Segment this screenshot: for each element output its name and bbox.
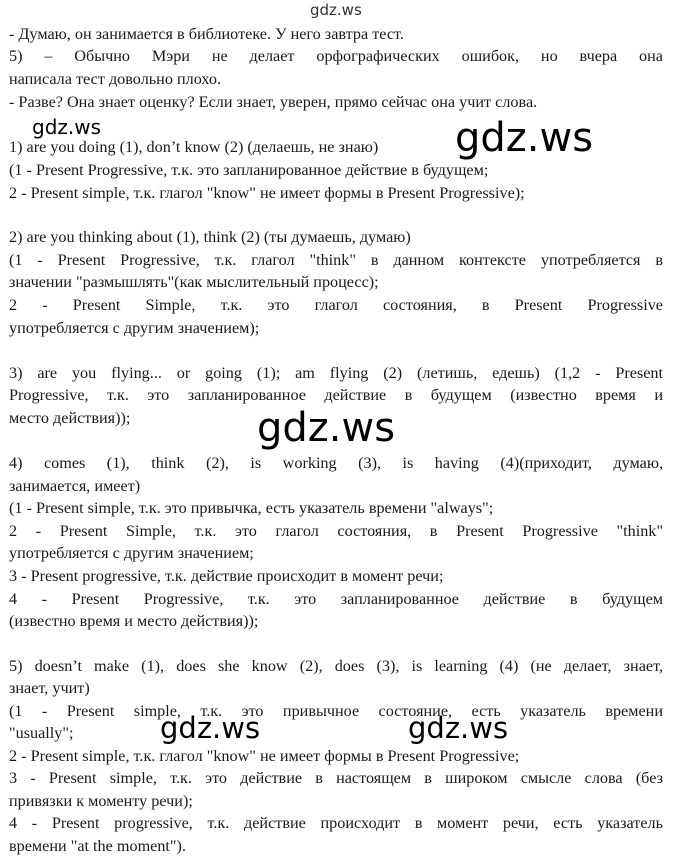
watermark-bottom: gdz.ws: [408, 711, 509, 745]
text-line: - Думаю, он занимается в библиотеке. У него завтра тест.: [9, 25, 404, 43]
text-line: написала тест довольно плохо.: [9, 70, 222, 88]
text-line: 2) are you thinking about (1), think (2) (ты думаешь, думаю): [9, 228, 411, 246]
watermark-small: gdz.ws: [32, 115, 102, 139]
text-line: 5) – Обычно Мэри не делает орфографических ошибок, но вчера она: [9, 47, 663, 65]
watermark-bottom: gdz.ws: [160, 711, 261, 745]
text-line: Progressive, т.к. это запланированное действие в будущем (известно время и: [9, 386, 663, 404]
watermark-top: gdz.ws: [310, 1, 362, 19]
text-line: (известно время и место действия));: [9, 612, 259, 630]
text-line: занимается, имеет): [9, 477, 141, 495]
text-line: употребляется с другим значением;: [9, 544, 254, 562]
text-line: (1 - Present simple, т.к. это привычка, есть указатель времени "always";: [9, 499, 494, 517]
text-line: 4) comes (1), think (2), is working (3), is having (4)(приходит, думаю,: [9, 454, 663, 472]
text-line: (1 - Present Progressive, т.к. это запланированное действие в будущем;: [9, 161, 489, 179]
text-line: 1) are you doing (1), don’t know (2) (делаешь, не знаю): [9, 138, 379, 156]
text-line: 4 - Present progressive, т.к. действие происходит в момент речи, есть указатель: [9, 814, 663, 832]
text-line: - Разве? Она знает оценку? Если знает, уверен, прямо сейчас она учит слова.: [9, 93, 538, 111]
text-line: место действия));: [9, 409, 131, 427]
text-line: 2 - Present Simple, т.к. это глагол состояния, в Present Progressive: [9, 296, 663, 314]
text-line: 2 - Present simple, т.к. глагол "know" не имеет формы в Present Progressive);: [9, 184, 525, 202]
text-line: 3) are you flying... or going (1); am flying (2) (летишь, едешь) (1,2 - Present: [9, 364, 663, 382]
text-line: 2 - Present Simple, т.к. это глагол состояния, в Present Progressive "think": [9, 522, 663, 540]
text-line: привязки к моменту речи);: [9, 792, 193, 810]
watermark-large: gdz.ws: [257, 405, 396, 451]
text-line: 5) doesn’t make (1), does she know (2), does (3), is learning (4) (не делает, знает,: [9, 657, 663, 675]
text-line: времени "at the moment").: [9, 837, 186, 855]
text-line: 3 - Present progressive, т.к. действие происходит в момент речи;: [9, 567, 444, 585]
text-line: знает, учит): [9, 679, 90, 697]
text-line: 4 - Present Progressive, т.к. это запланированное действие в будущем: [9, 590, 663, 608]
text-line: 3 - Present simple, т.к. это действие в настоящем в широком смысле слова (без: [9, 769, 663, 787]
text-line: значении "размышлять"(как мыслительный процесс);: [9, 273, 379, 291]
text-line: (1 - Present simple, т.к. это привычное состояние, есть указатель времени: [9, 702, 663, 720]
watermark-large: gdz.ws: [455, 115, 594, 161]
text-line: 2 - Present simple, т.к. глагол "know" не имеет формы в Present Progressive;: [9, 747, 520, 765]
text-line: (1 - Present Progressive, т.к. глагол "think" в данном контексте употребляется в: [9, 251, 663, 269]
text-line: "usually";: [9, 724, 74, 742]
text-line: употребляется с другим значением);: [9, 319, 260, 337]
